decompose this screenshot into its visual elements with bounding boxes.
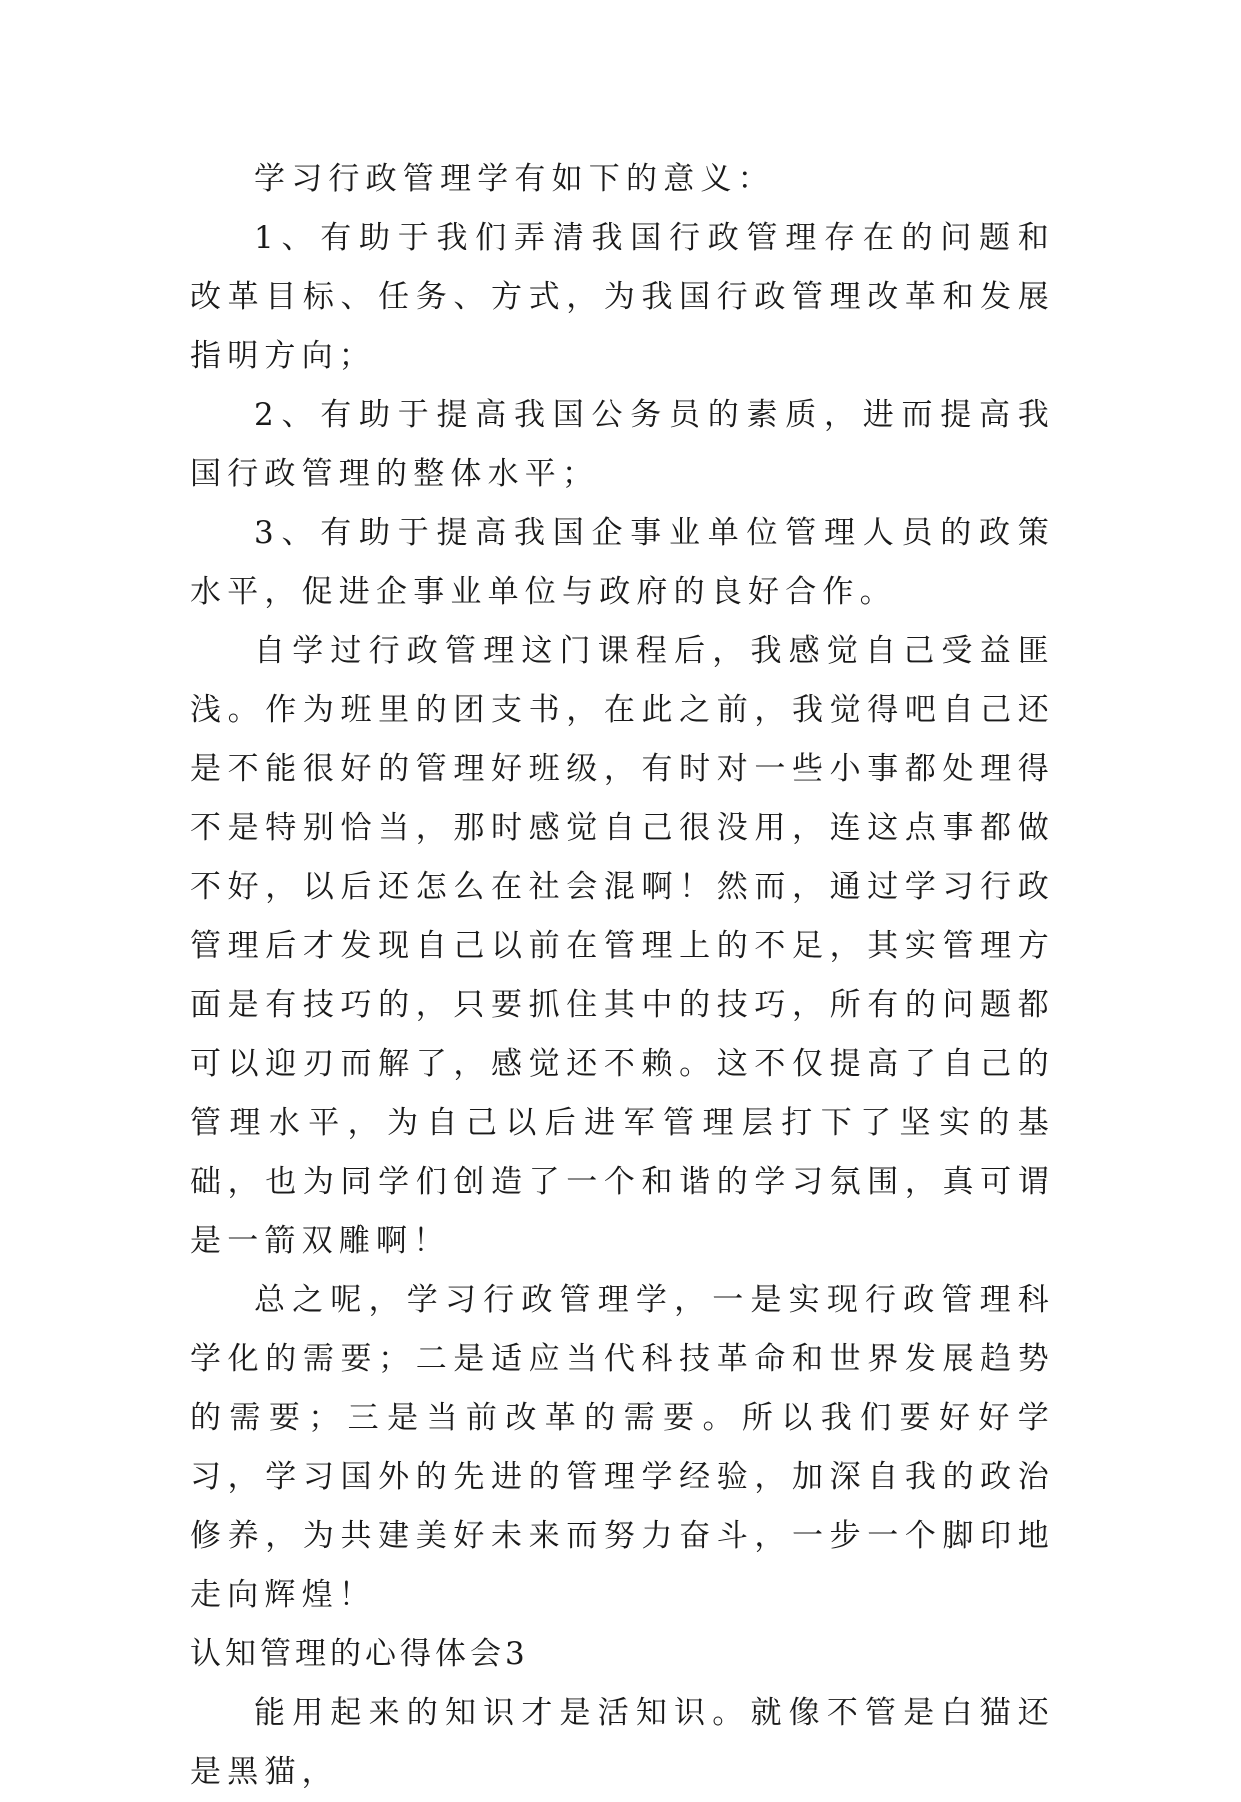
paragraph-intro: 学习行政管理学有如下的意义：	[254, 161, 775, 197]
paragraph-section-start: 能用起来的知识才是活知识。就像不管是白猫还是黑猫，	[190, 1695, 1055, 1790]
paragraph-point-1: 1、有助于我们弄清我国行政管理存在的问题和改革目标、任务、方式，为我国行政管理改革和发展指明方向；	[190, 220, 1055, 374]
section-heading: 认知管理的心得体会3	[190, 1636, 529, 1672]
paragraph-reflection: 自学过行政管理这门课程后，我感觉自己受益匪浅。作为班里的团支书，在此之前，我觉得吧自己还是不能很好的管理好班级，有时对一些小事都处理得不是特别恰当，那时感觉自己很没用，连这点事都做不好，以后还怎么在社会混啊！然而，通过学习行政管理后才发现自己以前在管理上的不足，其实管理方面是有技巧的，只要抓住其中的技巧，所有的问题都可以迎刃而解了，感觉还不赖。这不仅提高了自己的管理水平，为自己以后进军管理层打下了坚实的基础，也为同学们创造了一个和谐的学习氛围，真可谓是一箭双雕啊！	[190, 633, 1055, 1259]
paragraph-summary: 总之呢，学习行政管理学，一是实现行政管理科学化的需要；二是适应当代科技革命和世界发展趋势的需要；三是当前改革的需要。所以我们要好好学习，学习国外的先进的管理学经验，加深自我的政治修养，为共建美好未来而努力奋斗，一步一个脚印地走向辉煌！	[190, 1282, 1055, 1613]
paragraph-point-2: 2、有助于提高我国公务员的素质，进而提高我国行政管理的整体水平；	[190, 397, 1055, 492]
paragraph-point-3: 3、有助于提高我国企事业单位管理人员的政策水平，促进企事业单位与政府的良好合作。	[190, 515, 1055, 610]
document-body	[190, 150, 1055, 1802]
